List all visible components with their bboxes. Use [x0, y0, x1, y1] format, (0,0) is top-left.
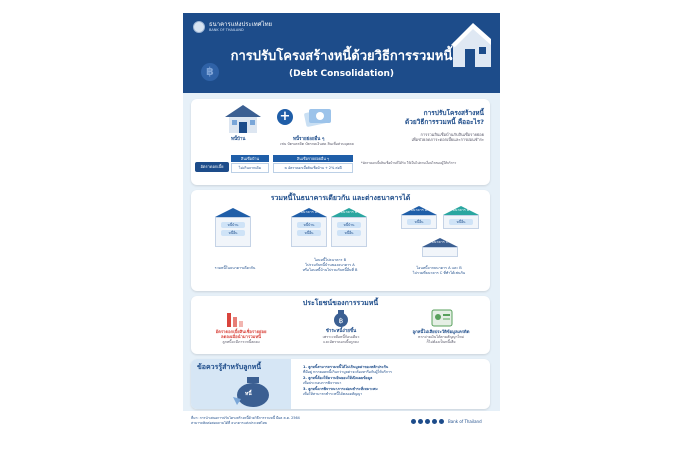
benefit1-note: ลูกหนี้จะมีภาระหนี้ลดลง: [222, 340, 260, 344]
section-title-benefits: ประโยชน์ของการรวมหนี้: [302, 299, 379, 307]
bank-c-label: ธนาคาร C: [431, 240, 449, 244]
benefits-card: [191, 296, 490, 354]
pill-home-loan: หนี้บ้าน: [337, 222, 361, 228]
pill-home-loan: หนี้บ้าน: [221, 222, 245, 228]
benefit1-title: อัตราดอกเบี้ยสินเชื่อรายย่อย ลดลงเมื่อนำมารวมหนี้: [215, 329, 267, 339]
twitter-icon[interactable]: [432, 419, 437, 424]
question-heading: การปรับโครงสร้างหนี้ ด้วยวิธีการรวมหนี้ คืออะไร?: [405, 109, 484, 126]
footer: [183, 411, 500, 440]
bank-a-label: ธนาคาร A: [300, 210, 318, 214]
tip-item-2: 2. ลูกหนี้ต้องให้ความยินยอมให้เปิดเผยข้อมูล: [303, 376, 373, 381]
logo-english-text: BANK OF THAILAND: [209, 27, 244, 32]
tip-item-3: 3. ลูกหนี้ควรพิจารณาภาระผ่อนชำระที่เหมาะสม: [303, 387, 378, 392]
footer-note: ที่มา: การนำเสนอการปรับโครงสร้างหนี้ด้วยวิธีการรวมหนี้ มีผล ต.ค. 2564 สามารถติดต่อสอบถามได้ที่ ธนาคารแห่งประเทศไทย: [191, 416, 300, 425]
retail-rate-label: สินเชื่อรายย่อยอื่น ๆ: [273, 155, 353, 162]
page-subtitle: (Debt Consolidation): [288, 69, 395, 79]
case1-text: รวมหนี้ในธนาคารเดียวกัน: [214, 266, 256, 270]
case2-text: โอนหนี้ไปธนาคาร B ไปรวมกับหนี้บ้านของธนาคาร A หรือโอนหนี้บ้านไปรวมกับหนี้อื่นที่ B: [302, 258, 358, 272]
credit-record-icon: [431, 309, 453, 327]
intro-card: [191, 99, 490, 185]
infographic-poster: [183, 13, 500, 440]
retail-loan-label: หนี้รายย่อยอื่น ๆ: [293, 137, 325, 142]
facebook-icon[interactable]: [411, 419, 416, 424]
tips-title: ข้อควรรู้สำหรับลูกหนี้: [197, 363, 262, 371]
retail-rate-value: ≤ อัตราดอกเบี้ยสินเชื่อบ้าน + 2% ต่อปี: [273, 163, 353, 173]
bank-a-label: ธนาคาร A: [410, 208, 428, 212]
interest-rate-label: อัตราดอกเบี้ย: [195, 162, 229, 172]
bank-single: [215, 208, 251, 247]
bank-c-case3: [422, 238, 458, 257]
retail-loan-note: เช่น บัตรเครดิต บัตรกดเงินสด สินเชื่อส่วนบุคคล: [280, 142, 354, 146]
youtube-icon[interactable]: [425, 419, 430, 424]
money-bag-icon: [331, 308, 351, 328]
benefit2-note: เพราะเหลือหนี้ก้อนเดียว และอัตราดอกเบี้ยถูกลง: [322, 335, 360, 344]
instagram-icon[interactable]: [439, 419, 444, 424]
tips-list: 1. ลูกหนี้สามารถรวมหนี้ได้ไม่เกินมูลค่าของหลักประกัน ที่มีอยู่ หากยอดหนี้เกินกว่ามูลค่าจะต้องหารือกับผู้ให้บริการ 2. ลูกหนี้ต้องให้ความยินยอมให้เปิดเผยข้อมูล เพื่อประกอบการพิจารณา 3. ลูกหนี้ควรพิจารณาภาระผ่อนชำระที่เหมาะสม เพื่อให้สามารถชำระหนี้ได้ตลอดสัญญา: [303, 365, 483, 397]
home-loan-house-icon: [221, 103, 265, 133]
page-title: การปรับโครงสร้างหนี้ด้วยวิธีการรวมหนี้: [230, 49, 453, 64]
footer-brand: Bank of Thailand: [448, 419, 482, 424]
bank-b-case3: [443, 206, 479, 229]
home-rate-label: สินเชื่อบ้าน: [231, 155, 269, 162]
benefit3-title: ลูกหนี้ไม่เสียประวัติข้อมูลเครดิต: [412, 329, 470, 334]
bot-logo: [193, 21, 272, 33]
money-bill-icon: [303, 103, 333, 131]
bank-a-case2: [291, 208, 327, 247]
consolidation-types-card: [191, 190, 490, 291]
header-banner: [183, 13, 500, 93]
home-loan-label: หนี้บ้าน: [231, 137, 246, 142]
pill-other-loan: หนี้อื่น: [337, 230, 361, 236]
bot-seal-icon: [193, 21, 205, 33]
debt-bag-label: หนี้: [245, 391, 252, 397]
pill-other-loan: หนี้อื่น: [221, 230, 245, 236]
bank-b-case2: [331, 208, 367, 247]
line-icon[interactable]: [418, 419, 423, 424]
bank-b-label: ธนาคาร B: [340, 210, 358, 214]
tips-card: [191, 359, 490, 409]
case3-text: โอนหนี้จากธนาคาร A และ B ไปรวมที่ธนาคาร C ที่ทำได้เช่นกัน: [412, 266, 466, 275]
logo-thai-text: ธนาคารแห่งประเทศไทย: [209, 20, 273, 28]
home-rate-value: ไม่เกินจากเดิม: [231, 163, 269, 173]
pill-other-loan: หนี้อื่น: [407, 219, 431, 225]
plus-icon: +: [277, 109, 293, 125]
pill-home-loan: หนี้บ้าน: [297, 222, 321, 228]
baht-coin-icon: ฿: [201, 63, 219, 81]
pill-other-loan: หนี้อื่น: [297, 230, 321, 236]
tip-item-1: 1. ลูกหนี้สามารถรวมหนี้ได้ไม่เกินมูลค่าของหลักประกัน: [303, 365, 389, 369]
rate-footnote: *อัตราดอกเบี้ยสินเชื่อบ้านที่ได้รับ ให้เป็นไปตามเงื่อนไขของผู้ให้บริการ: [361, 161, 457, 165]
bar-decrease-icon: [225, 309, 245, 327]
social-links: [411, 419, 482, 424]
svg-text:฿: ฿: [338, 317, 344, 325]
benefit3-note: หากจ่ายเงินได้ตามสัญญาใหม่ ก็ไม่ต้องเป็นหนี้เสีย: [418, 335, 464, 344]
house-icon: [451, 23, 491, 67]
bank-b-label: ธนาคาร B: [452, 208, 470, 212]
debt-bag-icon: [231, 373, 275, 407]
benefit2-title: ชำระหนี้ง่ายขึ้น: [325, 329, 357, 334]
section-title-types: รวมหนี้ในธนาคารเดียวกัน และต่างธนาคารได้: [270, 194, 411, 202]
answer-text: การรวมสินเชื่อบ้านกับสินเชื่อรายย่อย เพื่อช่วยลดภาระดอกเบี้ยและการผ่อนชำระ: [411, 132, 484, 142]
pill-other-loan: หนี้อื่น: [449, 219, 473, 225]
bank-a-case3: [401, 206, 437, 229]
